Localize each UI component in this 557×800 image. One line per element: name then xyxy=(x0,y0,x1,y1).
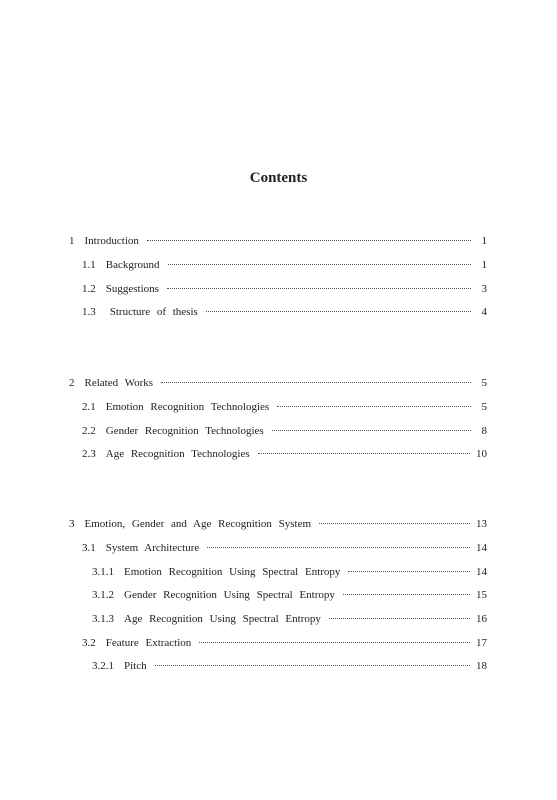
toc-number: 3.1.3 xyxy=(92,613,114,625)
toc-page: 10 xyxy=(476,448,487,460)
toc-number: 1.3 xyxy=(82,306,96,318)
toc-label: Related Works xyxy=(84,377,154,389)
toc-entry xyxy=(82,401,487,417)
toc-entry xyxy=(82,425,487,441)
toc-label: Emotion Recognition Using Spectral Entropy xyxy=(124,566,341,578)
toc-number: 2.1 xyxy=(82,401,96,413)
toc-entry xyxy=(69,518,487,534)
toc-page: 8 xyxy=(481,425,487,437)
toc-label: Gender Recognition Technologies xyxy=(105,425,264,437)
toc-page: 16 xyxy=(476,613,487,625)
toc-label: Age Recognition Using Spectral Entropy xyxy=(124,613,321,625)
toc-number: 3.1.2 xyxy=(92,589,114,601)
page-title: Contents xyxy=(249,170,308,186)
dot-leader xyxy=(168,264,471,265)
toc-label: Emotion Recognition Technologies xyxy=(105,401,270,413)
toc-page: 3 xyxy=(481,283,487,295)
toc-entry xyxy=(82,283,487,299)
toc-label: Introduction xyxy=(84,235,139,247)
toc-entry xyxy=(92,589,487,605)
toc-page: 1 xyxy=(481,235,487,247)
toc-page: 14 xyxy=(476,566,487,578)
toc-number: 3.1.1 xyxy=(92,566,114,578)
toc-label: System Architecture xyxy=(105,542,200,554)
dot-leader xyxy=(207,547,470,548)
toc-label: Emotion, Gender and Age Recognition System xyxy=(84,518,312,530)
dot-leader xyxy=(258,453,470,454)
toc-entry xyxy=(82,306,487,322)
toc-number: 1.2 xyxy=(82,283,96,295)
toc-label: Feature Extraction xyxy=(105,637,192,649)
dot-leader xyxy=(161,382,471,383)
dot-leader xyxy=(167,288,471,289)
toc-label: Background xyxy=(105,259,160,271)
dot-leader xyxy=(348,571,470,572)
dot-leader xyxy=(147,240,471,241)
toc-entry xyxy=(82,259,487,275)
toc-number: 3.2.1 xyxy=(92,660,114,672)
toc-label: Structure of thesis xyxy=(109,306,198,318)
toc-page: 5 xyxy=(481,377,487,389)
toc-number: 2 xyxy=(69,377,75,389)
toc-entry xyxy=(92,613,487,629)
toc-number: 2.2 xyxy=(82,425,96,437)
toc-entry xyxy=(82,542,487,558)
toc-number: 3.1 xyxy=(82,542,96,554)
toc-label: Gender Recognition Using Spectral Entropy xyxy=(124,589,335,601)
toc-number: 3.2 xyxy=(82,637,96,649)
toc-entry xyxy=(82,448,487,464)
toc-label: Age Recognition Technologies xyxy=(105,448,250,460)
toc-page: 5 xyxy=(481,401,487,413)
toc-page: 18 xyxy=(476,660,487,672)
toc-label: Pitch xyxy=(124,660,147,672)
toc-entry xyxy=(69,377,487,393)
toc-page: 14 xyxy=(476,542,487,554)
toc-number: 1 xyxy=(69,235,75,247)
toc-entry xyxy=(92,660,487,676)
toc-page: 13 xyxy=(476,518,487,530)
toc-page: 1 xyxy=(481,259,487,271)
toc-page: 4 xyxy=(481,306,487,318)
dot-leader xyxy=(329,618,470,619)
dot-leader xyxy=(272,430,471,431)
dot-leader xyxy=(277,406,471,407)
dot-leader xyxy=(206,311,471,312)
toc-entry xyxy=(69,235,487,251)
dot-leader xyxy=(343,594,470,595)
toc-entry xyxy=(82,637,487,653)
dot-leader xyxy=(155,665,470,666)
toc-entry xyxy=(92,566,487,582)
toc-number: 1.1 xyxy=(82,259,96,271)
toc-number: 2.3 xyxy=(82,448,96,460)
toc-page: 17 xyxy=(476,637,487,649)
toc-label: Suggestions xyxy=(105,283,159,295)
dot-leader xyxy=(319,523,470,524)
toc-number: 3 xyxy=(69,518,75,530)
toc-page: 15 xyxy=(476,589,487,601)
dot-leader xyxy=(199,642,470,643)
